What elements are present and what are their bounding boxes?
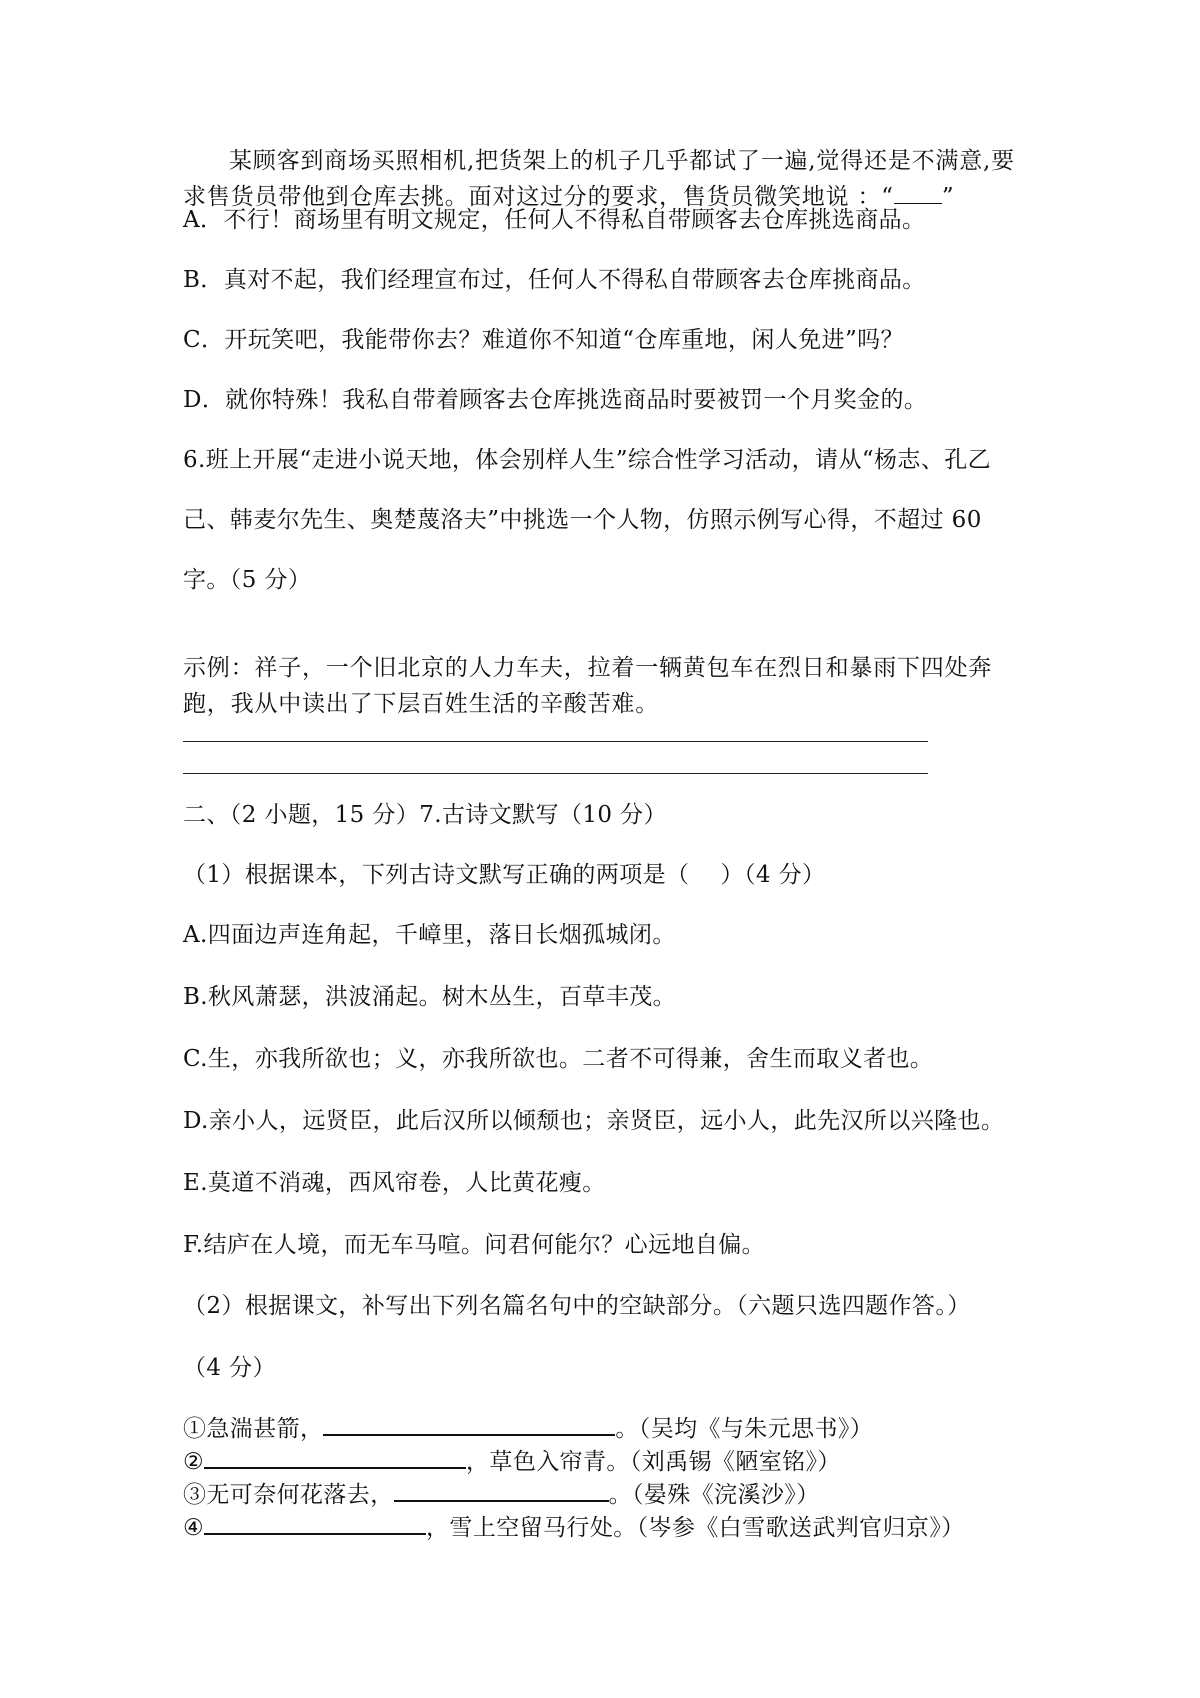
fill-blank-2[interactable] — [204, 1445, 466, 1469]
fill-item-2-after: ，草色入帘青。（刘禹锡《陋室铭》） — [466, 1449, 841, 1475]
q7-option-f: F.结庐在人境，而无车马喧。问君何能尔？心远地自偏。 — [183, 1232, 766, 1258]
q6-line-1: 6.班上开展“走进小说天地，体会别样人生”综合性学习活动，请从“杨志、孔乙 — [183, 447, 992, 473]
q7-option-b: B.秋风萧瑟，洪波涌起。树木丛生，百草丰茂。 — [183, 984, 677, 1010]
fill-item-4-after: ，雪上空留马行处。（岑参《白雪歌送武判官归京》） — [426, 1515, 965, 1541]
q7-option-e: E.莫道不消魂，西风帘卷，人比黄花瘦。 — [183, 1170, 606, 1196]
q5-stem-text: 某顾客到商场买照相机,把货架上的机子几乎都试了一遍,觉得还是不满意,要求售货员带他到仓库去挑。面对这过分的要求，售货员微笑地说 ：“ — [183, 148, 1015, 210]
fill-item-2 — [183, 1445, 841, 1477]
fill-blank-1[interactable] — [323, 1412, 615, 1436]
q6-line-3: 字。（5 分） — [183, 567, 312, 593]
q5-option-a: A．不行！商场里有明文规定，任何人不得私自带顾客去仓库挑选商品。 — [183, 207, 926, 233]
q7-part1-prompt: （1）根据课本，下列古诗文默写正确的两项是（ ）（4 分） — [183, 862, 826, 888]
fill-item-2-before: ② — [183, 1449, 205, 1475]
q6-answer-line-1[interactable] — [183, 741, 928, 742]
fill-item-1-after: 。（吴均《与朱元思书》） — [615, 1416, 874, 1442]
fill-item-4 — [183, 1511, 965, 1543]
q6-line-2: 己、韩麦尔先生、奥楚蔑洛夫”中挑选一个人物，仿照示例写心得，不超过 60 — [183, 507, 982, 533]
fill-item-3-after: 。（晏殊《浣溪沙》） — [608, 1482, 820, 1508]
fill-blank-3[interactable] — [394, 1478, 609, 1502]
q6-answer-line-2[interactable] — [183, 773, 928, 774]
q5-option-b: B．真对不起，我们经理宣布过，任何人不得私自带顾客去仓库挑商品。 — [183, 267, 926, 293]
fill-item-3 — [183, 1478, 820, 1510]
q6-example: 示例：祥子，一个旧北京的人力车夫，拉着一辆黄包车在烈日和暴雨下四处奔跑，我从中读出了下层百姓生活的辛酸苦难。 — [183, 655, 993, 717]
fill-blank-4[interactable] — [204, 1511, 426, 1535]
fill-item-3-before: ③无可奈何花落去， — [183, 1482, 394, 1508]
q7-part2-prompt: （2）根据课文，补写出下列名篇名句中的空缺部分。（六题只选四题作答。） — [183, 1293, 971, 1319]
fill-item-1-before: ①急湍甚箭， — [183, 1416, 324, 1442]
q7-option-d: D.亲小人，远贤臣，此后汉所以倾颓也；亲贤臣，远小人，此先汉所以兴隆也。 — [183, 1108, 1005, 1134]
fill-item-1 — [183, 1412, 873, 1444]
q5-option-c: C．开玩笑吧，我能带你去？难道你不知道“仓库重地，闲人免进”吗？ — [183, 327, 904, 353]
q5-answer-blank[interactable] — [894, 202, 942, 204]
q7-part2-points: （4 分） — [183, 1355, 276, 1381]
q7-option-c: C.生，亦我所欲也；义，亦我所欲也。二者不可得兼，舍生而取义者也。 — [183, 1046, 934, 1072]
q5-stem-close: ” — [941, 184, 955, 210]
section2-heading: 二、（2 小题，15 分）7.古诗文默写（10 分） — [183, 802, 667, 828]
fill-item-4-before: ④ — [183, 1515, 205, 1541]
q7-option-a: A.四面边声连角起，千嶂里，落日长烟孤城闭。 — [183, 922, 676, 948]
q5-option-d: D．就你特殊！我私自带着顾客去仓库挑选商品时要被罚一个月奖金的。 — [183, 387, 928, 413]
